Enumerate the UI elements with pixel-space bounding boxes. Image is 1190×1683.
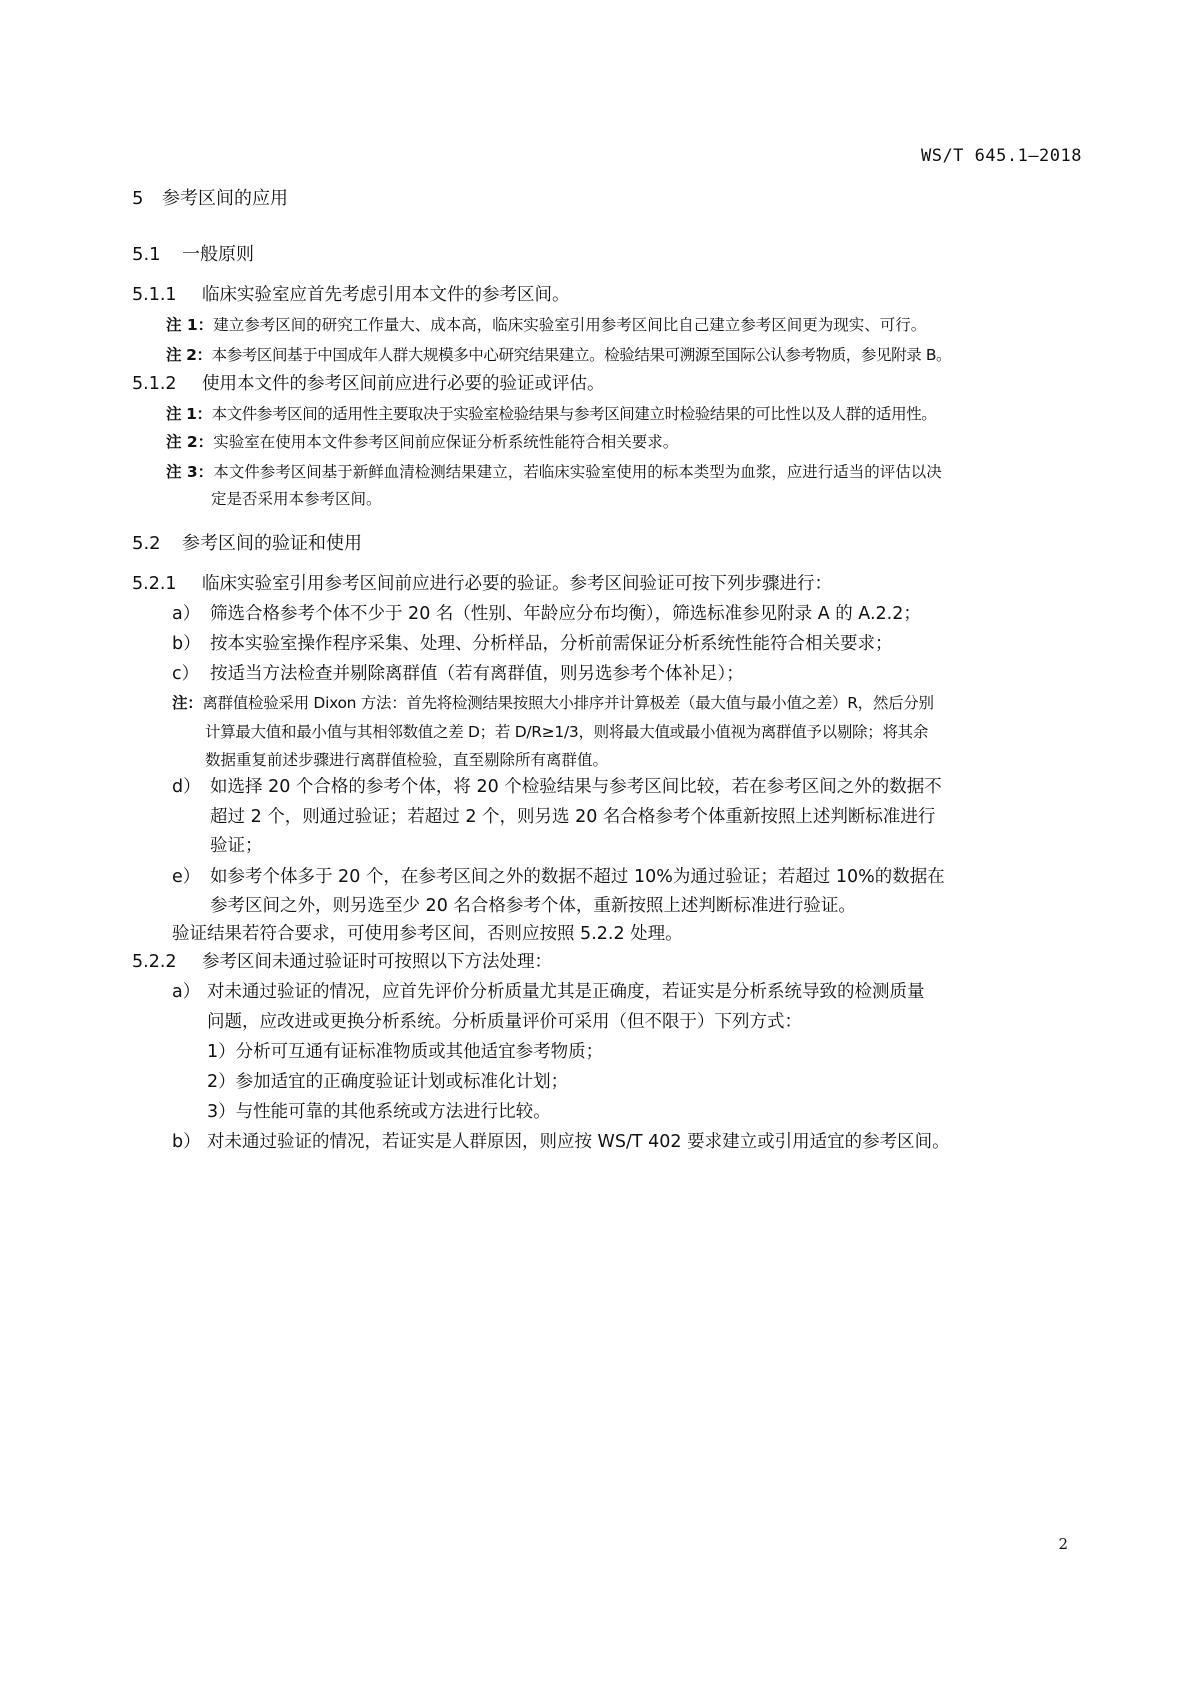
note-text: 本文件参考区间基于新鲜血清检测结果建立，若临床实验室使用的标本类型为血浆，应进行适当的评估以决 [213,463,942,481]
item-label: a） [172,604,201,624]
page-number: 2 [1058,1535,1068,1553]
item-label: b） [172,1132,201,1152]
clause-5-1-2 [132,370,605,395]
sub-item-1: 1）分析可互通有证标准物质或其他适宜参考物质； [207,1042,604,1062]
note-label: 注 1： [166,316,214,334]
note-label: 注 2： [166,346,212,364]
note-label: 注 2： [166,433,214,451]
clause-text: 临床实验室应首先考虑引用本文件的参考区间。 [202,285,570,305]
note-5-1-1-1 [166,313,926,335]
clause-number: 5.1.1 [132,285,177,305]
note-text: 建立参考区间的研究工作量大、成本高，临床实验室引用参考区间比自己建立参考区间更为现实、可行。 [213,316,927,334]
verification-conclusion: 验证结果若符合要求，可使用参考区间，否则应按照 5.2.2 处理。 [172,924,683,944]
item-text: 如参考个体多于 20 个，在参考区间之外的数据不超过 10%为通过验证；若超过 10%的数据在 [210,867,945,887]
clause-number: 5.2.2 [132,952,177,972]
note-label: 注 1： [166,405,212,423]
list-item-c [172,660,744,685]
item-text: 按适当方法检查并剔除离群值（若有离群值，则另选参考个体补足）； [210,664,744,684]
section-title: 参考区间的验证和使用 [182,533,362,554]
clause-5-2-1 [132,570,832,595]
item-label: e） [172,867,201,887]
list-item-b [172,630,893,655]
note-text: 本文件参考区间的适用性主要取决于实验室检验结果与参考区间建立时检验结果的可比性以及人群的适用性。 [211,405,937,423]
note-outlier-line3: 数据重复前述步骤进行离群值检验，直至剔除所有离群值。 [205,751,609,769]
clause-5-1-1 [132,281,570,306]
note-outlier-line2: 计算最大值和最小值与其相邻数值之差 D；若 D/R≥1/3，则将最大值或最小值视为离群值予以剔除；将其余 [205,723,929,741]
section-title: 参考区间的应用 [162,188,288,209]
list-item-e [172,863,945,888]
note-outlier [172,691,934,713]
item-text: 对未通过验证的情况，应首先评价分析质量尤其是正确度，若证实是分析系统导致的检测质量 [207,982,925,1002]
note-text: 离群值检验采用 Dixon 方法：首先将检测结果按照大小排序并计算极差（最大值与最小值之差）R，然后分别 [202,694,934,712]
note-5-1-2-3 [166,460,942,482]
item-text: 对未通过验证的情况，若证实是人群原因，则应按 WS/T 402 要求建立或引用适宜的参考区间。 [207,1132,950,1152]
note-5-1-2-3-cont: 定是否采用本参考区间。 [211,490,382,508]
section-title: 一般原则 [182,244,254,265]
list-item-a-line2: 问题，应改进或更换分析系统。分析质量评价可采用（但不限于）下列方式： [207,1012,802,1032]
clause-text: 参考区间未通过验证时可按照以下方法处理： [202,952,552,972]
clause-number: 5.1.2 [132,374,177,394]
item-label: c） [172,664,200,684]
note-5-1-2-2 [166,430,678,452]
standard-code: WS/T 645.1—2018 [920,146,1082,166]
item-text: 筛选合格参考个体不少于 20 名（性别、年龄应分布均衡），筛选标准参见附录 A 的 A.2.2； [210,604,921,624]
list-item-a [172,978,925,1003]
item-text: 按本实验室操作程序采集、处理、分析样品，分析前需保证分析系统性能符合相关要求； [210,634,893,654]
note-label: 注 3： [166,463,214,481]
section-5-1-heading [132,240,254,266]
list-item-b [172,1128,950,1153]
item-label: b） [172,634,201,654]
sub-item-2: 2）参加适宜的正确度验证计划或标准化计划； [207,1072,569,1092]
note-label: 注： [172,694,203,712]
section-number: 5.1 [132,244,161,265]
section-number: 5.2 [132,533,161,554]
item-label: d） [172,777,201,797]
clause-number: 5.2.1 [132,574,177,594]
note-5-1-2-1 [166,402,936,424]
clause-text: 使用本文件的参考区间前应进行必要的验证或评估。 [202,374,605,394]
list-item-e-line2: 参考区间之外，则另选至少 20 名合格参考个体，重新按照上述判断标准进行验证。 [210,896,856,916]
list-item-a [172,600,921,625]
list-item-d-line2: 超过 2 个，则通过验证；若超过 2 个，则另选 20 名合格参考个体重新按照上述判断标准进行 [210,807,936,827]
section-5-heading [132,184,288,210]
section-5-2-heading [132,529,362,555]
clause-5-2-2 [132,948,552,973]
item-text: 如选择 20 个合格的参考个体，将 20 个检验结果与参考区间比较，若在参考区间之外的数据不 [210,777,942,797]
list-item-d [172,773,942,798]
note-text: 本参考区间基于中国成年人群大规模多中心研究结果建立。检验结果可溯源至国际公认参考物质，参见附录 B。 [211,346,952,364]
sub-item-3: 3）与性能可靠的其他系统或方法进行比较。 [207,1102,551,1122]
clause-text: 临床实验室引用参考区间前应进行必要的验证。参考区间验证可按下列步骤进行： [202,574,832,594]
note-5-1-1-2 [166,343,951,365]
item-label: a） [172,982,201,1002]
list-item-d-line3: 验证； [210,836,263,856]
note-text: 实验室在使用本文件参考区间前应保证分析系统性能符合相关要求。 [213,433,679,451]
section-number: 5 [132,188,144,209]
